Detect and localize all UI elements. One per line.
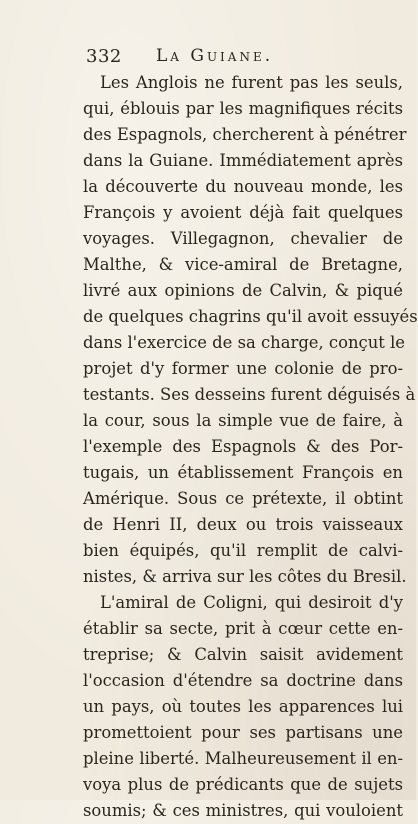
text-line: la cour, sous la simple vue de faire, à [83, 411, 403, 430]
text-line: François y avoient déjà fait quelques [83, 203, 403, 222]
text-line: treprise; & Calvin saisit avidement [83, 645, 403, 664]
text-line: dans la Guiane. Immédiatement après [83, 151, 403, 170]
text-line: Malthe, & vice-amiral de Bretagne, [83, 255, 403, 274]
text-line: soumis; & ces ministres, qui vouloient [83, 801, 403, 820]
text-line: la découverte du nouveau monde, les [83, 177, 403, 196]
text-line: l'exemple des Espagnols & des Por- [83, 437, 403, 456]
text-line: nistes, & arriva sur les côtes du Bresil. [83, 567, 407, 586]
text-line: des Espagnols, chercherent à pénétrer [83, 125, 407, 144]
text-line: L'amiral de Coligni, qui desiroit d'y [100, 593, 403, 612]
text-line: voyages. Villegagnon, chevalier de [83, 229, 403, 248]
page-number: 332 [86, 46, 122, 67]
text-line: bien équipés, qu'il remplit de calvi- [83, 541, 403, 560]
text-line: livré aux opinions de Calvin, & piqué [83, 281, 403, 300]
text-line: tugais, un établissement François en [83, 463, 403, 482]
text-line: voya plus de prédicants que de sujets [83, 775, 403, 794]
text-line: Les Anglois ne furent pas les seuls, [100, 73, 403, 92]
text-line: projet d'y former une colonie de pro- [83, 359, 403, 378]
text-line: l'occasion d'étendre sa doctrine dans [83, 671, 403, 690]
text-line: établir sa secte, prit à cœur cette en- [83, 619, 403, 638]
page-header [86, 46, 416, 70]
text-line: promettoient pour ses partisans une [83, 723, 403, 742]
text-line: testants. Ses desseins furent déguisés à [83, 385, 416, 404]
text-line: dans l'exercice de sa charge, conçut le [83, 333, 406, 352]
text-line: pleine liberté. Malheureusement il en- [83, 749, 403, 768]
text-line: Amérique. Sous ce prétexte, il obtint [83, 489, 403, 508]
text-line: de quelques chagrins qu'il avoit essuyés [83, 307, 418, 326]
body-text [83, 70, 418, 824]
text-line: un pays, où toutes les apparences lui [83, 697, 403, 716]
text-line: de Henri II, deux ou trois vaisseaux [83, 515, 403, 534]
running-title: La Guiane. [156, 46, 274, 66]
text-line: qui, éblouis par les magnifiques récits [83, 99, 403, 118]
